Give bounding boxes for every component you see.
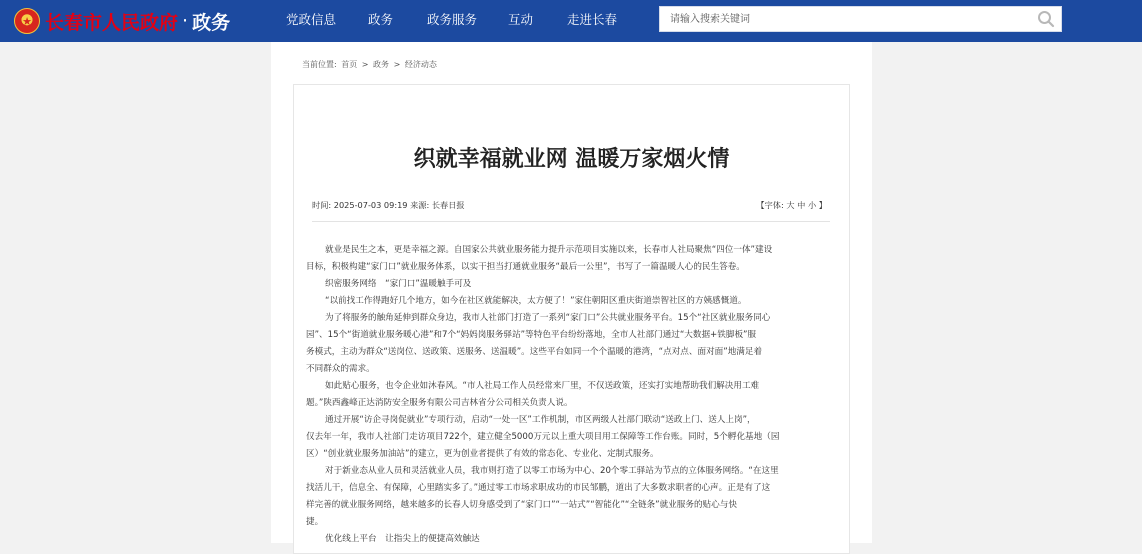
breadcrumb — [302, 59, 439, 70]
paragraph-line: 对于新业态从业人员和灵活就业人员，我市则打造了以零工市场为中心、20个零工驿站为节点的立体服务网络。“在这里 — [325, 466, 779, 476]
site-brand-name: 长春市人民政府 — [45, 11, 179, 34]
breadcrumb-prefix: 当前位置: — [302, 60, 337, 69]
paragraph-line: 如此贴心服务，也令企业如沐春风。“市人社局工作人员经常来厂里，不仅送政策，还实打实地帮助我们解决用工难 — [325, 381, 760, 391]
site-section-name: 政务 — [192, 11, 231, 34]
nav-item-about-changchun[interactable]: 走进长春 — [567, 12, 618, 27]
paragraph-line: 区）“创业就业服务加油站”的建立，更为创业者提供了有效的常态化、专业化、定制式服务。 — [306, 449, 659, 459]
breadcrumb-separator: > — [393, 60, 401, 69]
top-header — [0, 0, 1142, 42]
paragraph-line: 目标，积极构建“家门口”就业服务体系，以实干担当打通就业服务“最后一公里”，书写了一篇温暖人心的民生答卷。 — [306, 262, 745, 272]
nav-item-government-affairs[interactable]: 政务 — [368, 12, 394, 27]
breadcrumb-home[interactable]: 首页 — [341, 60, 358, 69]
nav-item-party-gov-info[interactable]: 党政信息 — [286, 12, 337, 27]
paragraph-line: 园”、15个“街道就业服务暖心港”和7个“妈妈岗服务驿站”等特色平台纷纷落地，全市人社部门通过“大数据+铁脚板”服 — [306, 330, 757, 340]
breadcrumb-separator: > — [361, 60, 369, 69]
breadcrumb-economy-news[interactable]: 经济动态 — [404, 60, 437, 69]
search-icon[interactable] — [1037, 10, 1055, 28]
paragraph-line: 为了将服务的触角延伸到群众身边，我市人社部门打造了一系列“家门口”公共就业服务平台。15个“社区就业服务同心 — [325, 313, 771, 323]
font-size-label: 【字体: — [756, 200, 784, 210]
nav-item-interaction[interactable]: 互动 — [508, 12, 534, 27]
search-input[interactable] — [660, 7, 1030, 31]
paragraph-line: 就业是民生之本，更是幸福之源。自国家公共就业服务能力提升示范项目实施以来，长春市人社局聚焦“四位一体”建设 — [325, 245, 773, 255]
paragraph-line: 捷。 — [306, 517, 324, 527]
font-size-medium-button[interactable]: 中 — [797, 200, 806, 210]
article-panel — [293, 84, 850, 554]
national-emblem-icon: ★ — [14, 8, 40, 34]
search-box — [659, 6, 1062, 32]
meta-divider — [312, 221, 830, 222]
paragraph-line: 仅去年一年，我市人社部门走访项目722个，建立健全5000万元以上重大项目用工保障等工作台账。同时，5个孵化基地（园 — [306, 432, 780, 442]
section-subheading: 优化线上平台 让指尖上的便捷高效触达 — [325, 534, 480, 544]
content-page — [271, 42, 872, 543]
paragraph-line: 找活儿干，信息全、有保障，心里踏实多了。”通过零工市场求职成功的市民邹鹏，道出了大多数求职者的心声。正是有了这 — [306, 483, 771, 493]
paragraph-line: 不同群众的需求。 — [306, 364, 375, 374]
section-subheading: 织密服务网络 “家门口”温暖触手可及 — [325, 279, 472, 289]
font-size-small-button[interactable]: 小 — [807, 200, 817, 210]
site-logo[interactable] — [14, 4, 230, 38]
nav-item-gov-services[interactable]: 政务服务 — [427, 12, 478, 27]
article-meta: 时间: 2025-07-03 09:19 来源: 长春日报 — [312, 200, 465, 210]
breadcrumb-gov[interactable]: 政务 — [373, 60, 390, 69]
article-title: 织就幸福就业网 温暖万家烟火情 — [413, 147, 730, 172]
font-size-close: 】 — [818, 200, 827, 210]
paragraph-line: 样完善的就业服务网络，越来越多的长春人切身感受到了“家门口”“一站式”“智能化”“全链条”就业服务的贴心与快 — [306, 500, 737, 510]
paragraph-line: 题。”陕西鑫峰正达消防安全服务有限公司吉林省分公司相关负责人说。 — [306, 398, 573, 408]
paragraph-line: 务模式，主动为群众“送岗位、送政策、送服务、送温暖”。这些平台如同一个个温暖的港湾，“点对点、面对面”地满足着 — [306, 347, 763, 357]
font-size-controls — [756, 200, 827, 211]
font-size-large-button[interactable]: 大 — [786, 200, 795, 210]
paragraph-line: 通过开展“访企寻岗促就业”专项行动，启动“一处一区”工作机制，市区两级人社部门联动“送政上门、送人上岗”， — [325, 415, 756, 425]
brand-separator: · — [182, 10, 189, 32]
paragraph-line: “以前找工作得跑好几个地方，如今在社区就能解决，太方便了！”家住朝阳区重庆街道崇智社区的方姨感慨道。 — [325, 296, 747, 306]
